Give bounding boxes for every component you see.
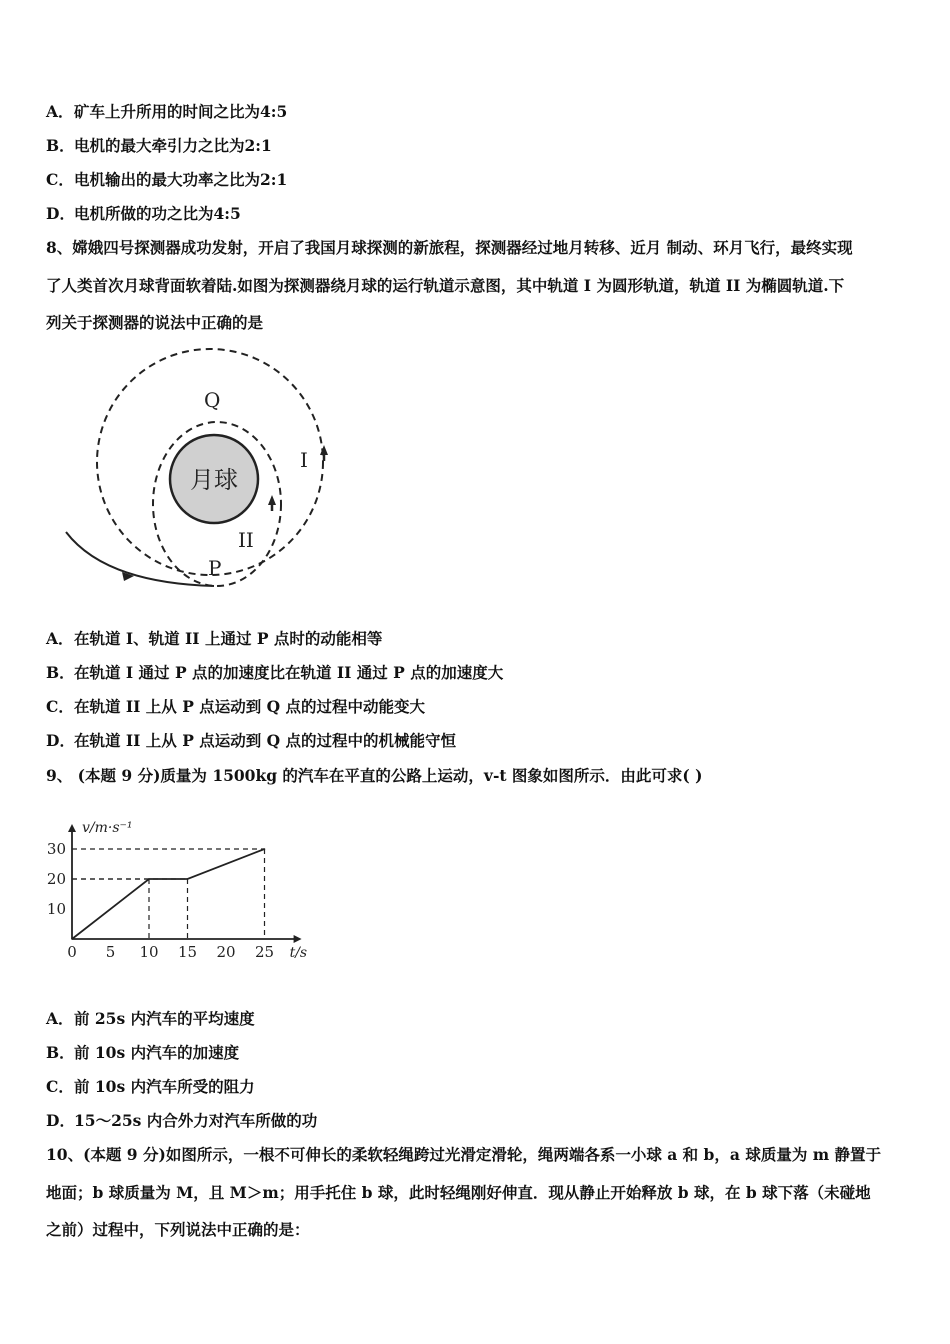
q9-option-b: B．前 10s 内汽车的加速度 [46,1043,240,1062]
q10-stem-line-2: 地面；b 球质量为 M，且 M＞m；用手托住 b 球，此时轻绳刚好伸直．现从静止开始释放 b 球，在 b 球下落（未碰地 [46,1183,871,1202]
x-tick-label: 25 [254,943,275,961]
q7-option-a: A．矿车上升所用的时间之比为4:5 [46,102,288,121]
q10-stem-line-3: 之前）过程中，下列说法中正确的是： [46,1220,310,1239]
x-tick-label: 20 [216,943,236,961]
point-p-label: P [208,556,222,580]
q8-stem-line-3: 列关于探测器的说法中正确的是 [46,313,264,332]
data-point [264,848,266,850]
q7-option-c: C．电机输出的最大功率之比为2:1 [46,170,288,189]
q9-option-a: A．前 25s 内汽车的平均速度 [46,1009,255,1028]
q8-option-a: A．在轨道 I、轨道 II 上通过 P 点时的动能相等 [46,629,383,648]
orbit-2-label: II [238,528,254,552]
q7-option-b: B．电机的最大牵引力之比为2:1 [46,136,272,155]
point-q-label: Q [204,388,221,412]
q8-option-d: D．在轨道 II 上从 P 点运动到 Q 点的过程中的机械能守恒 [46,731,457,750]
q8-stem-line-1: 8、嫦娥四号探测器成功发射，开启了我国月球探测的新旅程，探测器经过地月转移、近月 制动、环月飞行，最终实现 [46,238,853,257]
vt-chart [40,808,320,968]
y-tick-label: 10 [46,900,66,918]
orbit-diagram [60,345,350,605]
q8-stem-line-2: 了人类首次月球背面软着陆.如图为探测器绕月球的运行轨道示意图，其中轨道 I 为圆形轨道，轨道 II 为椭圆轨道.下 [46,276,845,295]
series-line [72,849,265,939]
x-tick-label: 0 [67,943,77,961]
q8-option-c: C．在轨道 II 上从 P 点运动到 Q 点的过程中动能变大 [46,697,426,716]
q7-option-d: D．电机所做的功之比为4:5 [46,204,241,223]
orbit-1-label: I [300,448,308,472]
q9-option-d: D．15～25s 内合外力对汽车所做的功 [46,1111,318,1130]
q9-stem: 9、 (本题 9 分)质量为 1500kg 的汽车在平直的公路上运动，v-t 图象如图所示．由此可求( ) [46,766,703,785]
x-axis-arrow-icon [294,935,302,943]
y-axis-label: v/m·s⁻¹ [82,820,133,836]
q8-option-b: B．在轨道 I 通过 P 点的加速度比在轨道 II 通过 P 点的加速度大 [46,663,504,682]
x-tick-label: 15 [177,943,198,961]
x-tick-label: 10 [139,943,159,961]
moon-label: 月球 [190,466,238,494]
x-tick-label: 5 [105,943,116,961]
y-axis-arrow-icon [68,824,76,832]
data-point [148,878,150,880]
approach-trajectory [66,532,214,586]
y-tick-label: 30 [46,840,66,858]
q9-option-c: C．前 10s 内汽车所受的阻力 [46,1077,255,1096]
data-point [187,878,189,880]
x-axis-label: t/s [289,945,308,961]
q10-stem-line-1: 10、(本题 9 分)如图所示，一根不可伸长的柔软轻绳跨过光滑定滑轮，绳两端各系一小球 a 和 b，a 球质量为 m 静置于 [46,1145,882,1164]
data-point [71,938,73,940]
y-tick-label: 20 [46,870,66,888]
